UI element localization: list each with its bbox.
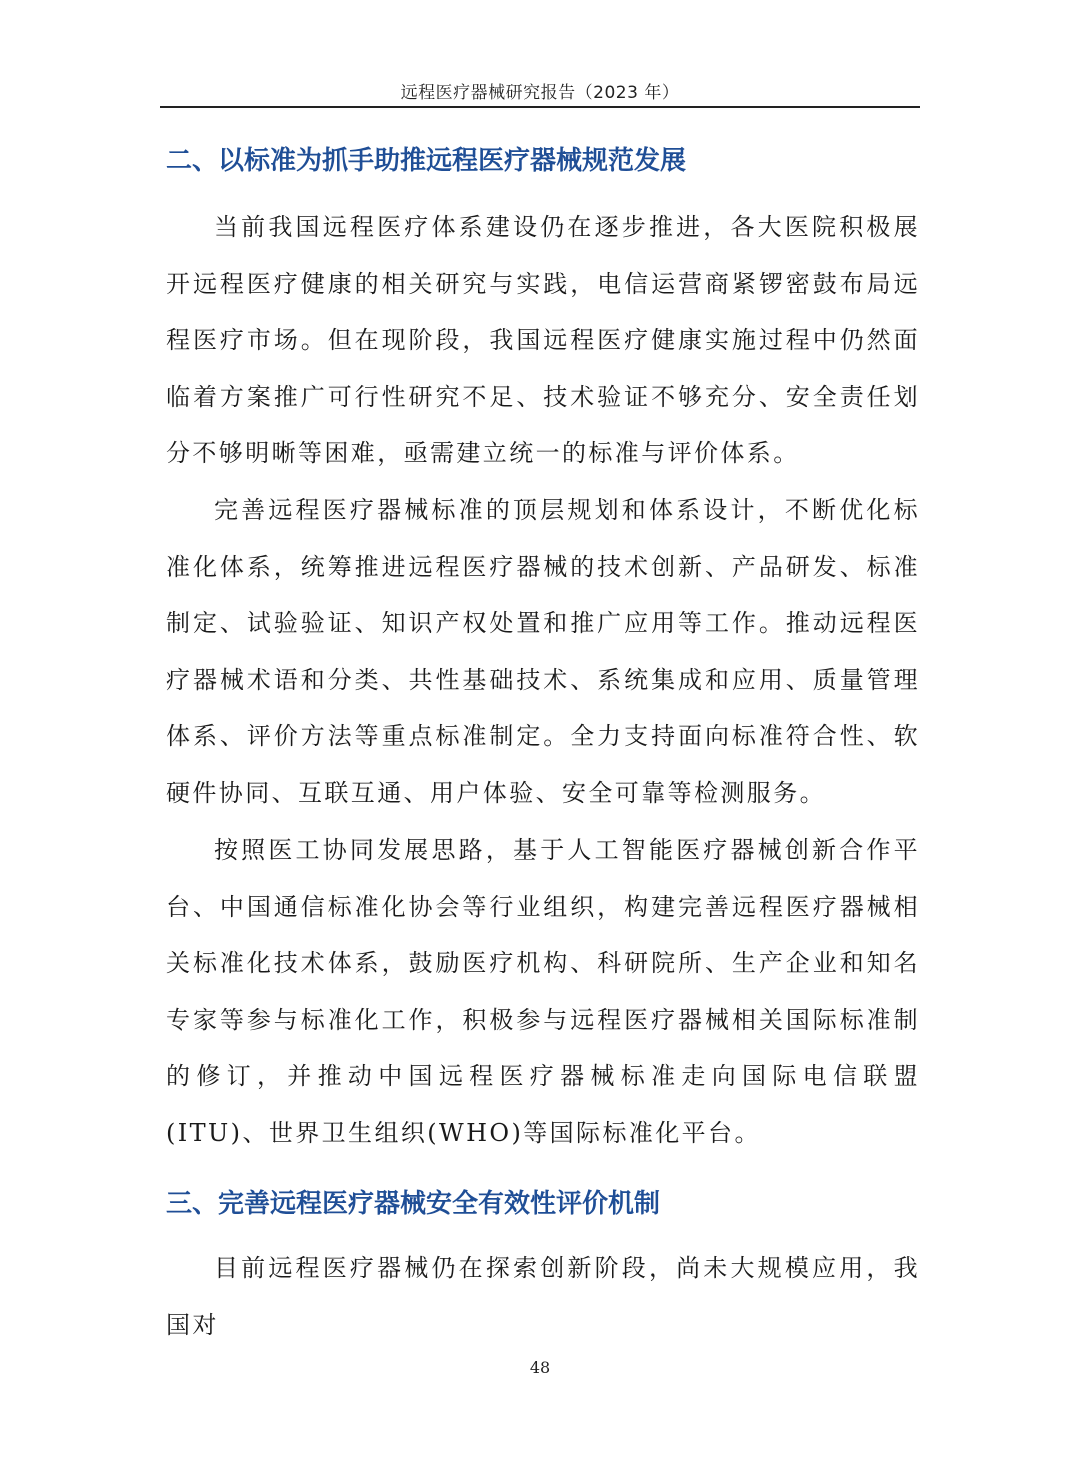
section-heading-2: 二、以标准为抓手助推远程医疗器械规范发展 — [166, 146, 687, 176]
section-heading-3: 三、完善远程医疗器械安全有效性评价机制 — [166, 1189, 661, 1219]
body-paragraph: 目前远程医疗器械仍在探索创新阶段，尚未大规模应用，我国对 — [166, 1254, 920, 1339]
header-rule — [160, 106, 920, 108]
body-paragraph: 按照医工协同发展思路，基于人工智能医疗器械创新合作平台、中国通信标准化协会等行业组织，构建完善远程医疗器械相关标准化技术体系，鼓励医疗机构、科研院所、生产企业和知名专家等参与标准化工作，积极参与远程医疗器械相关国际标准制的修订，并推动中国远程医疗器械标准走向国际电信联盟(ITU)、世界卫生组织(WHO)等国际标准化平台。 — [166, 836, 920, 1147]
body-paragraph: 当前我国远程医疗体系建设仍在逐步推进，各大医院积极展开远程医疗健康的相关研究与实践，电信运营商紧锣密鼓布局远程医疗市场。但在现阶段，我国远程医疗健康实施过程中仍然面临着方案推广可行性研究不足、技术验证不够充分、安全责任划分不够明晰等困难，亟需建立统一的标准与评价体系。 — [166, 213, 920, 468]
body-paragraph: 完善远程医疗器械标准的顶层规划和体系设计，不断优化标准化体系，统筹推进远程医疗器械的技术创新、产品研发、标准制定、试验验证、知识产权处置和推广应用等工作。推动远程医疗器械术语和分类、共性基础技术、系统集成和应用、质量管理体系、评价方法等重点标准制定。全力支持面向标准符合性、软硬件协同、互联互通、用户体验、安全可靠等检测服务。 — [166, 496, 920, 807]
page-number: 48 — [529, 1358, 551, 1377]
running-header: 远程医疗器械研究报告（2023 年） — [400, 83, 680, 103]
